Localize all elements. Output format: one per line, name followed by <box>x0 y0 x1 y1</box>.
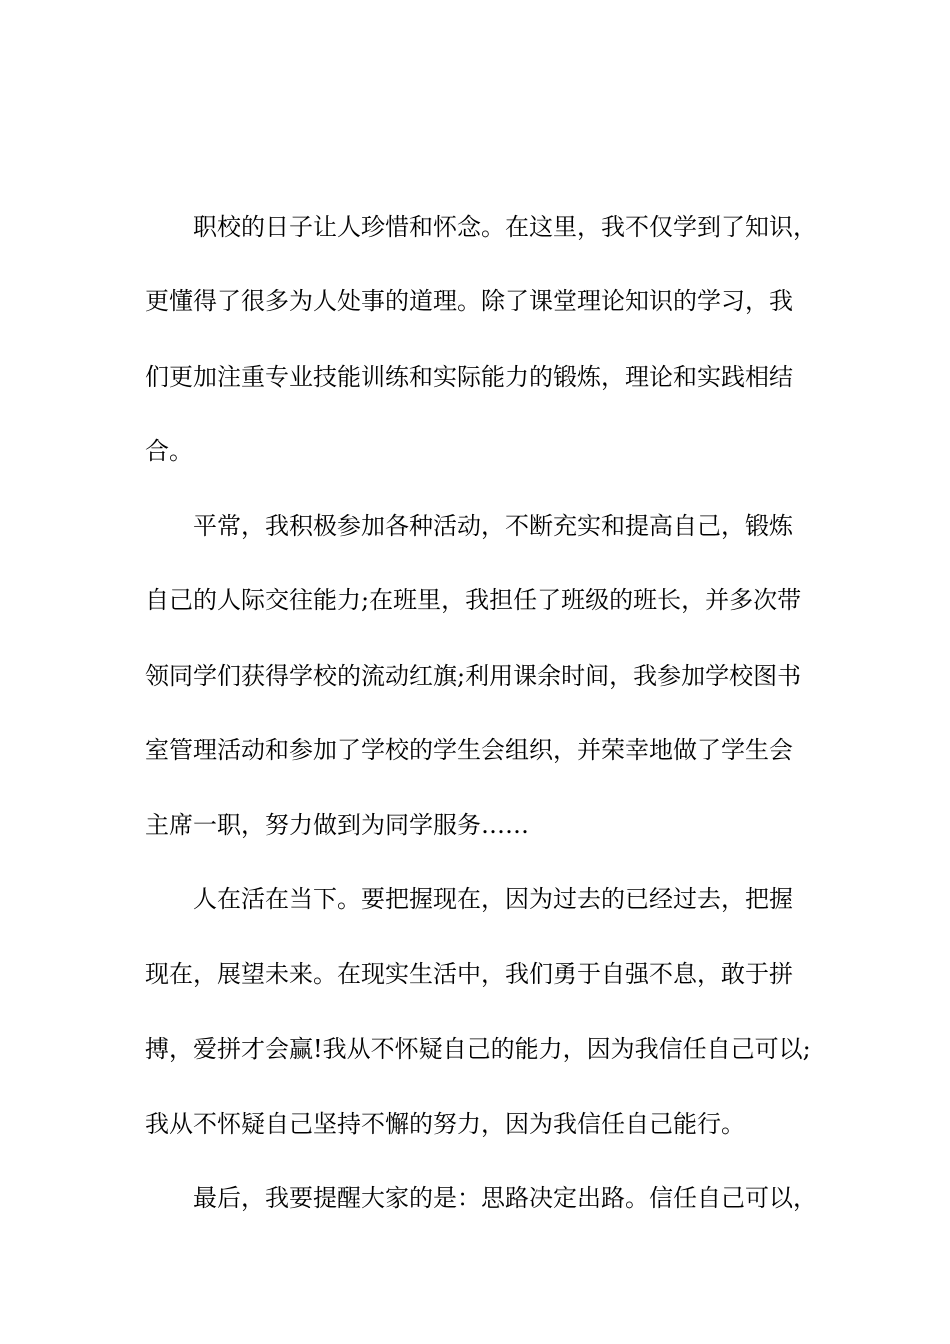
paragraph-1-line-3: 们更加注重专业技能训练和实际能力的锻炼，理论和实践相结 <box>145 363 793 391</box>
paragraph-3-line-3: 搏，爱拼才会赢!我从不怀疑自己的能力，因为我信任自己可以; <box>145 1035 811 1063</box>
paragraph-3-line-2: 现在，展望未来。在现实生活中，我们勇于自强不息，敢于拼 <box>145 960 793 988</box>
paragraph-1-line-2: 更懂得了很多为人处事的道理。除了课堂理论知识的学习，我 <box>145 287 793 315</box>
paragraph-1-line-1: 职校的日子让人珍惜和怀念。在这里，我不仅学到了知识， <box>193 213 817 241</box>
paragraph-2-line-5: 主席一职，努力做到为同学服务…… <box>145 811 529 839</box>
paragraph-2-line-1: 平常，我积极参加各种活动，不断充实和提高自己，锻炼 <box>193 512 793 540</box>
paragraph-2-line-3: 领同学们获得学校的流动红旗;利用课余时间，我参加学校图书 <box>145 662 802 690</box>
paragraph-2-line-2: 自己的人际交往能力;在班里，我担任了班级的班长，并多次带 <box>145 586 802 614</box>
paragraph-2-line-4: 室管理活动和参加了学校的学生会组织，并荣幸地做了学生会 <box>145 736 793 764</box>
paragraph-3-line-1: 人在活在当下。要把握现在，因为过去的已经过去，把握 <box>193 885 793 913</box>
paragraph-3-line-4: 我从不怀疑自己坚持不懈的努力，因为我信任自己能行。 <box>145 1110 745 1138</box>
paragraph-1-line-4: 合。 <box>145 437 193 465</box>
paragraph-4-line-1: 最后，我要提醒大家的是：思路决定出路。信任自己可以， <box>193 1184 817 1212</box>
